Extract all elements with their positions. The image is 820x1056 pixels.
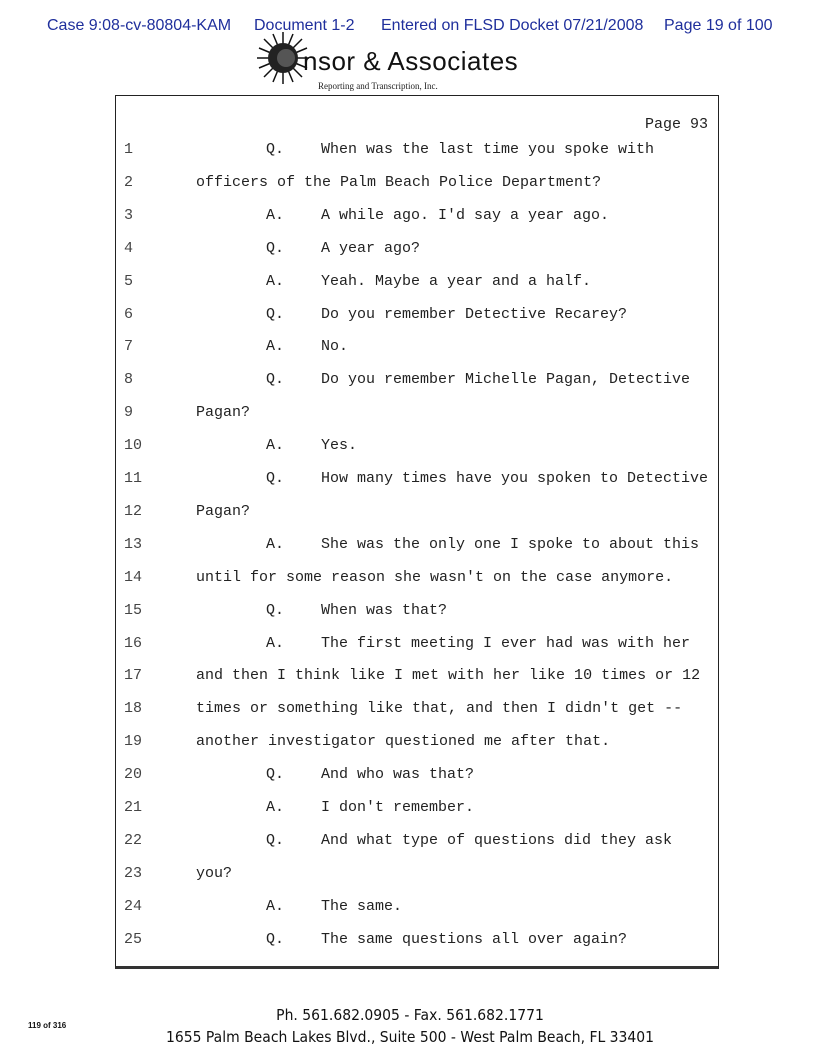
speaker-label: Q. xyxy=(266,766,285,784)
transcript-line xyxy=(116,700,716,722)
transcript-line xyxy=(116,240,716,262)
line-text: And what type of questions did they ask xyxy=(321,831,673,849)
speaker-label: A. xyxy=(266,206,285,224)
line-number: 5 xyxy=(124,272,134,290)
speaker-label: A. xyxy=(266,338,285,356)
line-number: 6 xyxy=(124,305,134,323)
line-number: 23 xyxy=(124,864,143,882)
line-text: No. xyxy=(321,338,349,356)
line-number: 1 xyxy=(124,141,134,158)
line-number: 25 xyxy=(124,930,143,948)
line-text: Pagan? xyxy=(196,404,251,422)
line-number: 7 xyxy=(124,338,134,356)
speaker-label: A. xyxy=(266,799,285,816)
line-number: 11 xyxy=(124,470,143,487)
speaker-label: A. xyxy=(266,634,285,652)
transcript-line xyxy=(116,931,716,953)
speaker-label: Q. xyxy=(266,305,285,323)
transcript-page-number: Page 93 xyxy=(644,116,708,133)
transcript-line xyxy=(116,371,716,393)
line-number: 14 xyxy=(124,568,143,586)
line-number: 15 xyxy=(124,601,143,619)
speaker-label: Q. xyxy=(266,239,285,257)
transcript-line xyxy=(116,733,716,755)
line-text: And who was that? xyxy=(321,766,475,784)
case-number: Case 9:08-cv-80804-KAM xyxy=(47,17,232,34)
speaker-label: Q. xyxy=(266,470,285,487)
line-text: and then I think like I met with her like 10 times or 12 xyxy=(196,667,701,685)
transcript-line xyxy=(116,470,716,492)
line-text: Yeah. Maybe a year and a half. xyxy=(321,272,592,290)
line-text: Do you remember Michelle Pagan, Detective xyxy=(321,371,691,389)
line-number: 17 xyxy=(124,667,143,685)
line-number: 9 xyxy=(124,404,134,422)
transcript-line xyxy=(116,174,716,196)
transcript-line xyxy=(116,273,716,295)
line-text: you? xyxy=(196,864,233,882)
transcript-line xyxy=(116,898,716,920)
line-text: I don't remember. xyxy=(321,799,475,816)
line-number: 18 xyxy=(124,700,143,718)
line-number: 13 xyxy=(124,535,143,553)
line-text: A year ago? xyxy=(321,239,421,257)
company-logo xyxy=(255,28,555,92)
footer-address: 1655 Palm Beach Lakes Blvd., Suite 500 - West Palm Beach, FL 33401 xyxy=(165,1028,655,1046)
speaker-label: Q. xyxy=(266,371,285,389)
sun-logo-icon xyxy=(257,32,309,84)
line-text: until for some reason she wasn't on the case anymore. xyxy=(196,568,674,586)
line-number: 2 xyxy=(124,173,134,191)
line-text: The same questions all over again? xyxy=(321,930,628,948)
line-text: another investigator questioned me after that. xyxy=(196,733,611,751)
line-text: When was that? xyxy=(321,601,448,619)
footer-phone: Ph. 561.682.0905 - Fax. 561.682.1771 xyxy=(276,1006,544,1024)
speaker-label: Q. xyxy=(266,601,285,619)
transcript-line xyxy=(116,141,716,163)
line-text: Pagan? xyxy=(196,502,251,520)
line-number: 4 xyxy=(124,239,134,257)
speaker-label: A. xyxy=(266,535,285,553)
speaker-label: A. xyxy=(266,897,285,915)
transcript-line xyxy=(116,503,716,525)
transcript-line xyxy=(116,602,716,624)
speaker-label: Q. xyxy=(266,930,285,948)
line-text: When was the last time you spoke with xyxy=(321,141,655,158)
transcript-line xyxy=(116,536,716,558)
line-number: 16 xyxy=(124,634,143,652)
transcript-line xyxy=(116,832,716,854)
speaker-label: A. xyxy=(266,437,285,455)
transcript-line xyxy=(116,338,716,360)
line-number: 21 xyxy=(124,799,143,816)
line-text: How many times have you spoken to Detective xyxy=(321,470,709,487)
line-number: 20 xyxy=(124,766,143,784)
transcript-line xyxy=(116,667,716,689)
company-subtitle: Reporting and Transcription, Inc. xyxy=(318,81,438,91)
transcript-line xyxy=(116,635,716,657)
line-number: 8 xyxy=(124,371,134,389)
line-number: 24 xyxy=(124,897,143,915)
transcript-line xyxy=(116,306,716,328)
line-text: A while ago. I'd say a year ago. xyxy=(321,206,610,224)
line-number: 3 xyxy=(124,206,134,224)
company-name: nsor & Associates xyxy=(303,46,519,76)
line-text: The first meeting I ever had was with her xyxy=(321,634,691,652)
line-text: Do you remember Detective Recarey? xyxy=(321,305,628,323)
transcript-line xyxy=(116,799,716,821)
line-text: Yes. xyxy=(321,437,358,455)
line-text: officers of the Palm Beach Police Department? xyxy=(196,173,602,191)
page-count: 119 of 316 xyxy=(28,1021,67,1030)
line-number: 19 xyxy=(124,733,143,751)
line-number: 12 xyxy=(124,502,143,520)
speaker-label: Q. xyxy=(266,141,285,158)
line-text: The same. xyxy=(321,897,403,915)
transcript-box xyxy=(115,95,719,969)
line-text: times or something like that, and then I didn't get -- xyxy=(196,700,683,718)
speaker-label: Q. xyxy=(266,831,285,849)
transcript-line xyxy=(116,865,716,887)
page-of-total: Page 19 of 100 xyxy=(664,17,773,34)
line-number: 10 xyxy=(124,437,143,455)
transcript-line xyxy=(116,404,716,426)
document-number: Document 1-2 xyxy=(254,17,355,34)
docket-entry: Entered on FLSD Docket 07/21/2008 xyxy=(381,17,644,34)
transcript-line xyxy=(116,437,716,459)
transcript-line xyxy=(116,569,716,591)
transcript-line xyxy=(116,207,716,229)
transcript-line xyxy=(116,766,716,788)
line-number: 22 xyxy=(124,831,143,849)
line-text: She was the only one I spoke to about this xyxy=(321,535,700,553)
speaker-label: A. xyxy=(266,272,285,290)
